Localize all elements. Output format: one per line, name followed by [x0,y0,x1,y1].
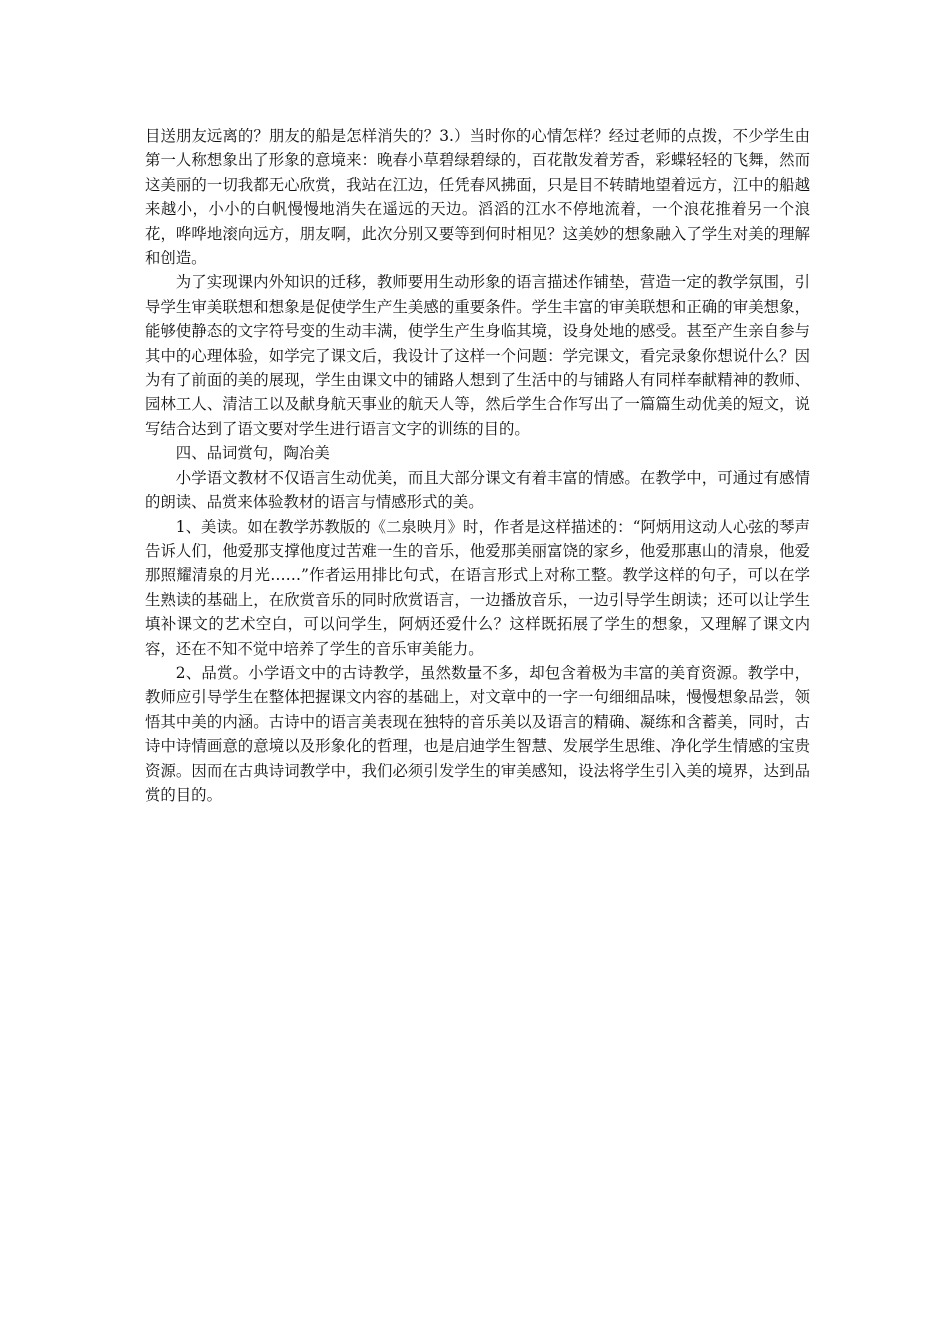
document-body [145,124,810,807]
paragraph-section-intro: 小学语文教材不仅语言生动优美，而且大部分课文有着丰富的情感。在教学中，可通过有感情的朗读、品赏来体验教材的语言与情感形式的美。 [145,468,810,512]
paragraph-appreciation: 2、品赏。小学语文中的古诗教学，虽然数量不多，却包含着极为丰富的美育资源。教学中，教师应引导学生在整体把握课文内容的基础上，对文章中的一字一句细细品味，慢慢想象品尝，领悟其中美的内涵。古诗中的语言美表现在独特的音乐美以及语言的精确、凝练和含蓄美，同时，古诗中诗情画意的意境以及形象化的哲理，也是启迪学生智慧、发展学生思维、净化学生情感的宝贵资源。因而在古典诗词教学中，我们必须引发学生的审美感知，设法将学生引入美的境界，达到品赏的目的。 [145,663,810,804]
paragraph-beautiful-reading: 1、美读。如在教学苏教版的《二泉映月》时，作者是这样描述的：“阿炳用这动人心弦的琴声告诉人们，他爱那支撑他度过苦难一生的音乐，他爱那美丽富饶的家乡，他爱那惠山的清泉，他爱那照耀清泉的月光……”作者运用排比句式，在语言形式上对称工整。教学这样的句子，可以在学生熟读的基础上，在欣赏音乐的同时欣赏语言，一边播放音乐，一边引导学生朗读；还可以让学生填补课文的艺术空白，可以问学生，阿炳还爱什么？这样既拓展了学生的想象，又理解了课文内容，还在不知不觉中培养了学生的音乐审美能力。 [145,517,810,658]
paragraph-continuation: 目送朋友远离的？朋友的船是怎样消失的？3.）当时你的心情怎样？经过老师的点拨，不少学生由第一人称想象出了形象的意境来：晚春小草碧绿碧绿的，百花散发着芳香，彩蝶轻轻的飞舞，然而这美丽的一切我都无心欣赏，我站在江边，任凭春风拂面，只是目不转睛地望着远方，江中的船越来越小，小小的白帆慢慢地消失在遥远的天边。滔滔的江水不停地流着，一个浪花推着另一个浪花，哗哗地滚向远方，朋友啊，此次分别又要等到何时相见？这美妙的想象融入了学生对美的理解和创造。 [145,127,810,268]
section-heading-4: 四、品词赏句，陶冶美 [175,444,330,463]
paragraph-knowledge-transfer: 为了实现课内外知识的迁移，教师要用生动形象的语言描述作铺垫，营造一定的教学氛围，引导学生审美联想和想象是促使学生产生美感的重要条件。学生丰富的审美联想和正确的审美想象，能够使静态的文字符号变的生动丰满，使学生产生身临其境，设身处地的感受。甚至产生亲自参与其中的心理体验，如学完了课文后，我设计了这样一个问题：学完课文，看完录象你想说什么？因为有了前面的美的展现，学生由课文中的铺路人想到了生活中的与铺路人有同样奉献精神的教师、园林工人、清洁工以及献身航天事业的航天人等，然后学生合作写出了一篇篇生动优美的短文，说写结合达到了语文要对学生进行语言文字的训练的目的。 [145,273,810,438]
